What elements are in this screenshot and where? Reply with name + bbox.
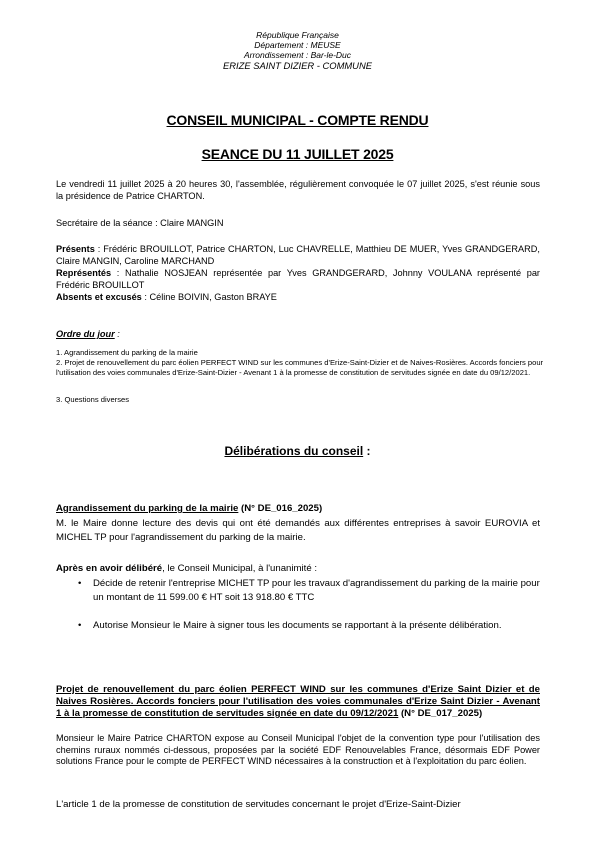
d2-text-2: L'article 1 de la promesse de constitution de servitudes concernant le projet d'Erize-Saint-Dizier: [56, 799, 461, 810]
deliberations-heading: [0, 444, 595, 458]
d1-bullet-1: [78, 577, 540, 604]
d2-ref: (N° DE_017_2025): [398, 708, 483, 719]
ordre-item-1: 1. Agrandissement du parking de la mairie: [56, 348, 198, 357]
seance-title: SEANCE DU 11 JUILLET 2025: [201, 146, 394, 162]
d1-bullet-2: [78, 619, 540, 633]
representes-label: Représentés: [56, 268, 112, 278]
ordre-item-2: 2. Projet de renouvellement du parc éolien PERFECT WIND sur les communes d'Erize-Saint-Dizier et de Naives-Rosières. Accords fonciers pour l'utilisation des voies communales d'Erize-Saint-Dizier - Avenant 1 à la promesse de constitution de servitudes signée en date du 09/12/2021.: [56, 358, 544, 377]
header-republique: République Française: [256, 30, 339, 40]
presents-paragraph: [56, 244, 540, 267]
d2-text: Monsieur le Maire Patrice CHARTON expose au Conseil Municipal l'objet de la convention type pour l'utilisation des chemins ruraux nommés ci-dessous, proposées par la société EDF Renouvelables France, désormais EDF Power solutions France pour le compte de PERFECT WIND nécessaires à la construction et à l'exploitation du parc éolien.: [56, 733, 540, 766]
header-arrondissement: Arrondissement : Bar-le-Duc: [243, 50, 352, 60]
ordre-du-jour-heading: [56, 329, 540, 341]
representes-paragraph: [56, 268, 540, 291]
deliberations-title: Délibérations du conseil: [224, 444, 364, 458]
d1-vote: [56, 562, 540, 576]
representes-text: : Nathalie NOSJEAN représentée par Yves GRANDGERARD, Johnny VOULANA représenté par Frédéric BROUILLOT: [56, 268, 540, 290]
presents-text: : Frédéric BROUILLOT, Patrice CHARTON, Luc CHAVRELLE, Matthieu DE MUER, Yves GRANDGERARD, Claire MANGIN, Caroline MARCHAND: [56, 244, 540, 266]
ordre-item-3: 3. Questions diverses: [56, 395, 130, 404]
ordre-label: Ordre du jour: [56, 329, 115, 339]
absents-label: Absents et excusés: [56, 292, 142, 302]
bullet-icon: •: [78, 620, 82, 631]
d1-title: Agrandissement du parking de la mairie: [56, 503, 239, 514]
header-departement: Département : MEUSE: [254, 40, 341, 50]
d2-title: Projet de renouvellement du parc éolien PERFECT WIND sur les communes d'Erize Saint Dizier et de Naives Rosières. Accords fonciers pour l'utilisation des voies communales d'Erize Saint Dizier - Avenant 1 à la promesse de constitution de servitudes signée en date du 09/12/2021: [56, 684, 540, 719]
secretaire-line: Secrétaire de la séance : Claire MANGIN: [56, 218, 224, 228]
d2-heading: [56, 684, 540, 720]
d1-ref: (N° DE_016_2025): [238, 503, 323, 514]
d1-text: M. le Maire donne lecture des devis qui ont été demandés aux différentes entreprises à savoir EUROVIA et MICHEL TP pour l'agrandissement du parking de la mairie.: [56, 518, 540, 543]
document-title: CONSEIL MUNICIPAL - COMPTE RENDU: [166, 112, 429, 128]
absents-text: : Céline BOIVIN, Gaston BRAYE: [141, 292, 277, 302]
presents-label: Présents: [56, 244, 95, 254]
d1-bullet-1-text: Décide de retenir l'entreprise MICHET TP pour les travaux d'agrandissement du parking de la mairie pour un montant de 11 599.00 € HT soit 13 918.80 € TTC: [93, 578, 540, 603]
bullet-icon: •: [78, 578, 82, 589]
d1-heading: [56, 502, 540, 516]
d1-vote-rest: , le Conseil Municipal, à l'unanimité :: [162, 563, 317, 574]
absents-paragraph: [56, 292, 540, 304]
ordre-suffix: :: [114, 329, 120, 339]
d1-vote-bold: Après en avoir délibéré: [56, 563, 163, 574]
deliberations-suffix: :: [363, 444, 371, 458]
d1-bullet-2-text: Autorise Monsieur le Maire à signer tous les documents se rapportant à la présente délibération.: [93, 620, 502, 631]
header-commune: ERIZE SAINT DIZIER - COMMUNE: [223, 60, 372, 71]
intro-paragraph: Le vendredi 11 juillet 2025 à 20 heures 30, l'assemblée, régulièrement convoquée le 07 juillet 2025, s'est réunie sous la présidence de Patrice CHARTON.: [56, 179, 540, 201]
